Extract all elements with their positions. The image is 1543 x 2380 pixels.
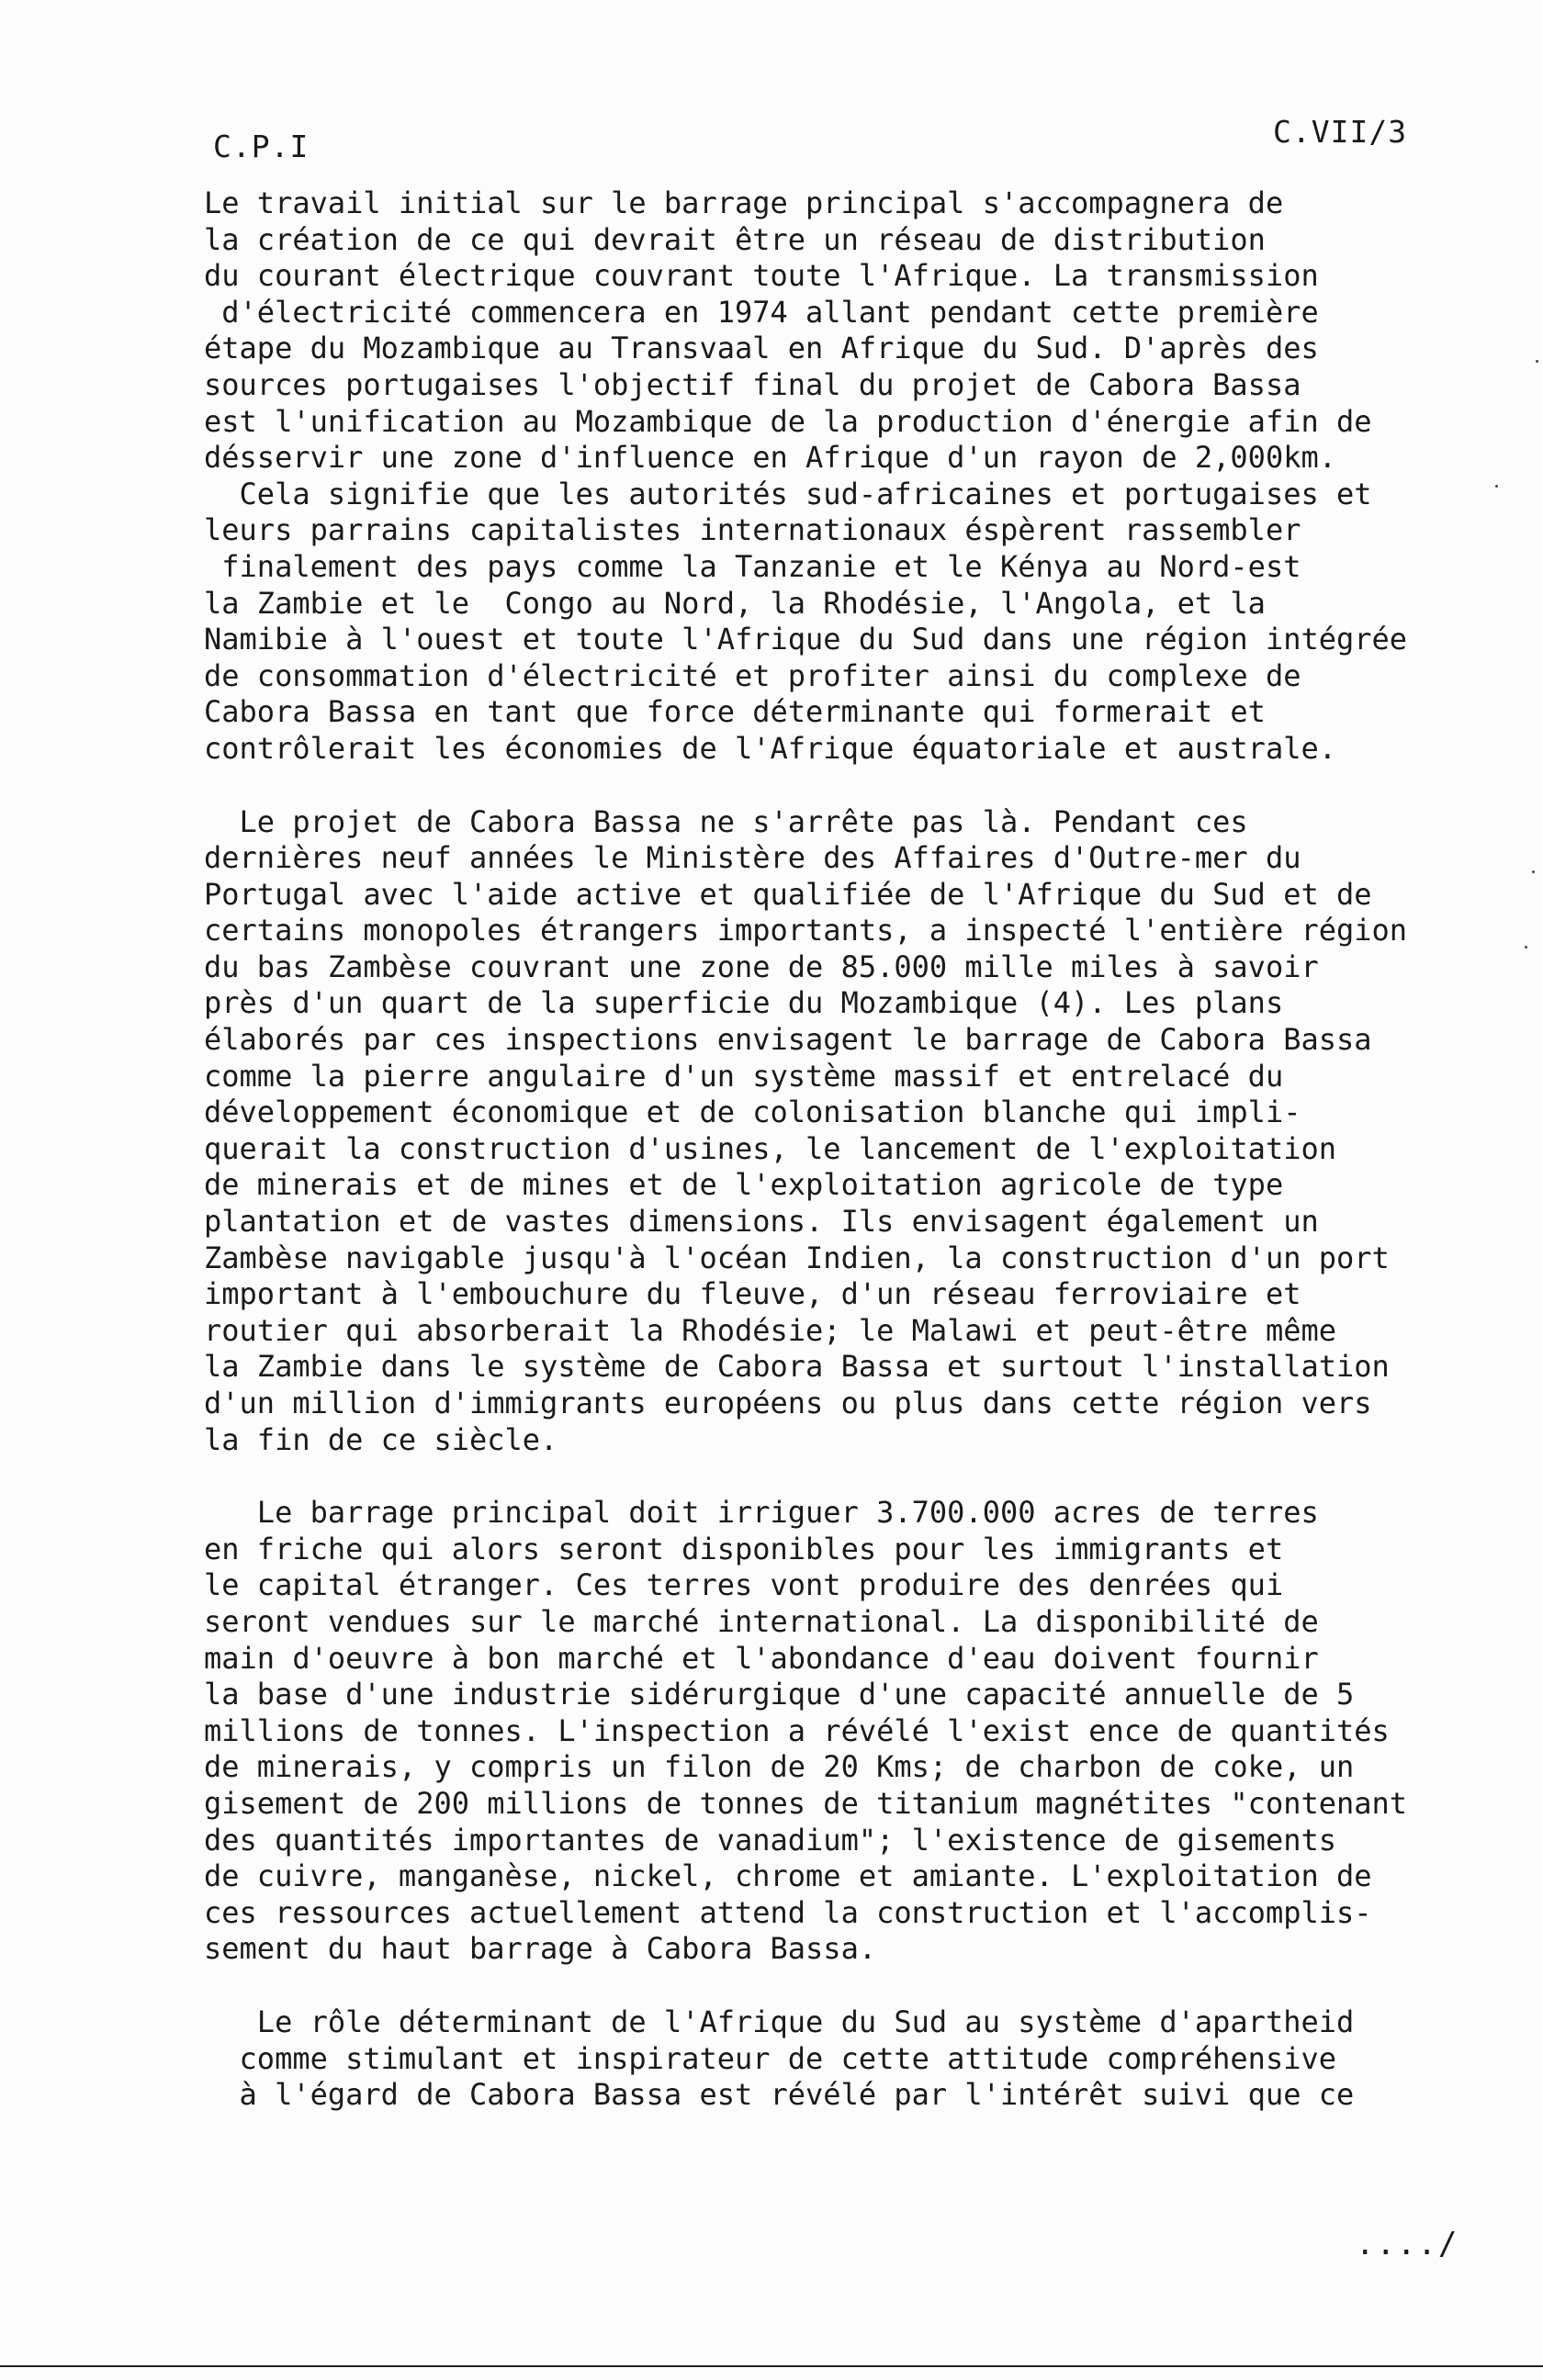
text-line: finalement des pays comme la Tanzanie et le Kénya au Nord-est bbox=[204, 548, 1301, 584]
text-line: la base d'une industrie sidérurgique d'une capacité annuelle de 5 bbox=[204, 1677, 1355, 1712]
text-line: dernières neuf années le Ministère des Affaires d'Outre-mer du bbox=[204, 840, 1301, 876]
text-line: plantation et de vastes dimensions. Ils envisagent également un bbox=[204, 1204, 1319, 1240]
text-line: de minerais et de mines et de l'exploitation agricole de type bbox=[204, 1167, 1284, 1203]
text-line: ces ressources actuellement attend la construction et l'accomplis- bbox=[204, 1894, 1372, 1930]
text-line: gisement de 200 millions de tonnes de titanium magnétites "contenant bbox=[204, 1785, 1408, 1821]
continuation-mark: ..../ bbox=[1356, 2226, 1459, 2262]
text-line: Le travail initial sur le barrage principal s'accompagnera de bbox=[204, 185, 1284, 220]
body-text bbox=[204, 185, 1508, 2114]
text-line: élaborés par ces inspections envisagent le barrage de Cabora Bassa bbox=[204, 1022, 1372, 1058]
text-line: certains monopoles étrangers importants, a inspecté l'entière région bbox=[204, 913, 1408, 949]
paragraph-gap bbox=[204, 768, 1508, 804]
text-line: des quantités importantes de vanadium"; l'existence de gisements bbox=[204, 1822, 1336, 1858]
text-line: routier qui absorberait la Rhodésie; le Malawi et peut-être même bbox=[204, 1312, 1336, 1348]
paragraph-gap bbox=[204, 1458, 1508, 1495]
text-line: développement économique et de colonisation blanche qui impli- bbox=[204, 1095, 1301, 1130]
text-line: désservir une zone d'influence en Afrique d'un rayon de 2,000km. bbox=[204, 440, 1336, 476]
text-line: Namibie à l'ouest et toute l'Afrique du Sud dans une région intégrée bbox=[204, 622, 1408, 657]
text-line: la création de ce qui devrait être un réseau de distribution bbox=[204, 221, 1266, 257]
text-line: querait la construction d'usines, le lancement de l'exploitation bbox=[204, 1130, 1336, 1166]
text-line: du bas Zambèse couvrant une zone de 85.000 mille miles à savoir bbox=[204, 949, 1319, 984]
scan-speck bbox=[1525, 946, 1527, 949]
text-line: comme la pierre angulaire d'un système massif et entrelacé du bbox=[204, 1058, 1284, 1094]
paragraph bbox=[204, 185, 1508, 768]
text-line: millions de tonnes. L'inspection a révélé l'exist ence de quantités bbox=[204, 1712, 1390, 1748]
paragraph bbox=[204, 2004, 1508, 2114]
text-line: le capital étranger. Ces terres vont produire des denrées qui bbox=[204, 1567, 1284, 1603]
text-line: de consommation d'électricité et profiter ainsi du complexe de bbox=[204, 657, 1301, 693]
text-line: la Zambie et le Congo au Nord, la Rhodésie, l'Angola, et la bbox=[204, 585, 1266, 621]
text-line: sources portugaises l'objectif final du projet de Cabora Bassa bbox=[204, 366, 1301, 402]
scan-speck bbox=[1532, 870, 1535, 873]
paragraph bbox=[204, 804, 1508, 1459]
scan-speck bbox=[1536, 360, 1538, 363]
text-line: Zambèse navigable jusqu'à l'océan Indien, la construction d'un port bbox=[204, 1240, 1390, 1275]
text-line: étape du Mozambique au Transvaal en Afrique du Sud. D'après des bbox=[204, 331, 1319, 366]
text-line: la fin de ce siècle. bbox=[204, 1421, 558, 1457]
text-line: en friche qui alors seront disponibles pour les immigrants et bbox=[204, 1531, 1284, 1566]
paragraph-gap bbox=[204, 1968, 1508, 2004]
text-line: Portugal avec l'aide active et qualifiée de l'Afrique du Sud et de bbox=[204, 876, 1372, 912]
text-line: Le barrage principal doit irriguer 3.700.000 acres de terres bbox=[204, 1495, 1319, 1531]
text-line: contrôlerait les économies de l'Afrique équatoriale et australe. bbox=[204, 730, 1336, 766]
text-line: est l'unification au Mozambique de la production d'énergie afin de bbox=[204, 403, 1372, 439]
text-line: sement du haut barrage à Cabora Bassa. bbox=[204, 1931, 877, 1967]
text-line: de cuivre, manganèse, nickel, chrome et amiante. L'exploitation de bbox=[204, 1858, 1372, 1894]
text-line: la Zambie dans le système de Cabora Bassa et surtout l'installation bbox=[204, 1349, 1390, 1385]
text-line: à l'égard de Cabora Bassa est révélé par l'intérêt suivi que ce bbox=[204, 2077, 1355, 2113]
text-line: seront vendues sur le marché international. La disponibilité de bbox=[204, 1603, 1319, 1639]
text-line: Le projet de Cabora Bassa ne s'arrête pas là. Pendant ces bbox=[204, 803, 1248, 839]
text-line: Le rôle déterminant de l'Afrique du Sud au système d'apartheid bbox=[204, 2004, 1355, 2039]
text-line: de minerais, y compris un filon de 20 Kms; de charbon de coke, un bbox=[204, 1749, 1355, 1785]
scan-speck bbox=[1495, 485, 1498, 488]
text-line: du courant électrique couvrant toute l'Afrique. La transmission bbox=[204, 258, 1319, 294]
text-line: comme stimulant et inspirateur de cette attitude compréhensive bbox=[204, 2040, 1336, 2076]
text-line: main d'oeuvre à bon marché et l'abondance d'eau doivent fournir bbox=[204, 1640, 1319, 1676]
document-code-left: C.P.I bbox=[213, 129, 310, 164]
paragraph bbox=[204, 1495, 1508, 1968]
text-line: Cabora Bassa en tant que force déterminante qui formerait et bbox=[204, 694, 1266, 730]
scan-edge-line bbox=[0, 2365, 1543, 2367]
text-line: leurs parrains capitalistes internationaux éspèrent rassembler bbox=[204, 512, 1301, 548]
text-line: d'électricité commencera en 1974 allant pendant cette première bbox=[204, 294, 1319, 330]
text-line: Cela signifie que les autorités sud-africaines et portugaises et bbox=[204, 476, 1372, 511]
page-reference: C.VII/3 bbox=[1273, 114, 1408, 150]
text-line: d'un million d'immigrants européens ou plus dans cette région vers bbox=[204, 1386, 1372, 1420]
text-line: important à l'embouchure du fleuve, d'un réseau ferroviaire et bbox=[204, 1276, 1301, 1312]
text-line: près d'un quart de la superficie du Mozambique (4). Les plans bbox=[204, 985, 1284, 1021]
